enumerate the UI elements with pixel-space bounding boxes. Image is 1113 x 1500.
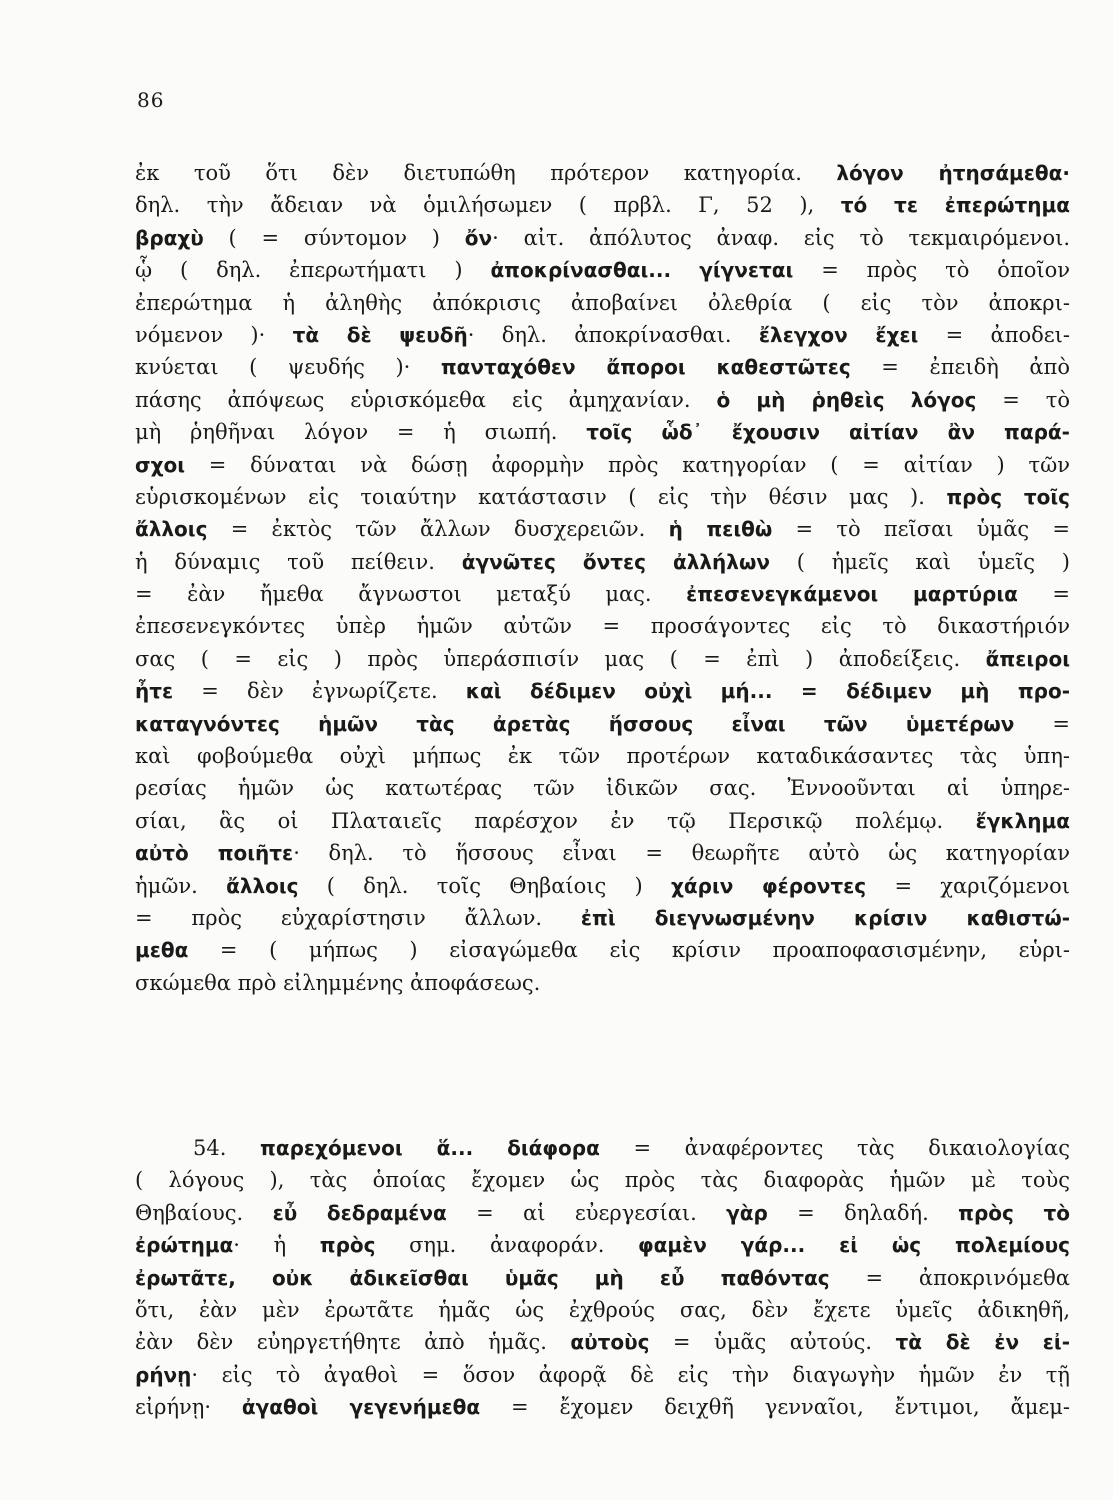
text-line [135, 675, 1070, 707]
lemma-text: τὰ δὲ ἐν εἰ- [895, 1330, 1070, 1355]
gloss-text: ᾧ ( δηλ. ἐπερωτήματι ) [135, 258, 491, 283]
lemma-text: χάριν φέροντες [671, 873, 867, 898]
gloss-text: ἐπεσενεγκόντες ὑπὲρ ἡμῶν αὐτῶν = προσάγοντες εἰς τὸ δικαστήριόν [135, 614, 1070, 639]
gloss-text: 54. [193, 1136, 261, 1160]
lemma-text: ὄν [464, 225, 493, 250]
gloss-text: · δηλ. ἀποκρίνασθαι. [467, 322, 759, 347]
lemma-text: ἄλλοις [226, 873, 299, 898]
gloss-text: · εἰς τὸ ἀγαθοὶ = ὅσον ἀφορᾷ δὲ εἰς τὴν διαγωγὴν ἡμῶν ἐν τῇ [191, 1362, 1070, 1387]
gloss-text: ἡ δύναμις τοῦ πείθειν. [135, 549, 462, 574]
gloss-text: νόμενον )· [135, 322, 293, 347]
lemma-text: τό τε ἐπερώτημα [840, 193, 1070, 218]
gloss-text: = πρὸς εὐχαρίστησιν ἄλλων. [135, 905, 581, 930]
lemma-text: ἀγνῶτες ὄντες ἀλλήλων [461, 549, 770, 574]
text-line [135, 1164, 1070, 1196]
text-line [135, 805, 1070, 837]
gloss-text: = ἐὰν ἤμεθα ἄγνωστοι μεταξύ μας. [135, 582, 687, 607]
lemma-text: σχοι [135, 452, 186, 477]
lemma-text: εὖ δεδραμένα [272, 1200, 447, 1225]
gloss-text: = [1014, 711, 1070, 736]
gloss-text: = ἀναφέροντες τὰς δικαιολογίας [599, 1136, 1070, 1160]
gloss-text: = ( μήπως ) εἰσαγώμεθα εἰς κρίσιν προαποφασισμένην, εὑρι- [188, 938, 1070, 963]
text-line [135, 319, 1070, 351]
text-line [135, 222, 1070, 254]
text-line [135, 870, 1070, 902]
lemma-text: ἦτε [135, 679, 174, 704]
lemma-text: πανταχόθεν ἄποροι καθεστῶτες [440, 355, 851, 380]
text-line [135, 546, 1070, 578]
lemma-text: παρεχόμενοι ἅ... διάφορα [260, 1136, 600, 1160]
lemma-text: ἔλεγχον ἔχει [758, 322, 919, 347]
text-line [135, 1229, 1070, 1261]
gloss-text: δηλ. τὴν ἄδειαν νὰ ὁμιλήσωμεν ( πρβλ. Γ, 52 ), [135, 193, 841, 218]
gloss-text: = ἐπειδὴ ἀπὸ [850, 355, 1070, 380]
text-line [135, 708, 1070, 740]
gloss-text: σίαι, ἃς οἱ Πλαταιεῖς παρέσχον ἐν τῷ Περσικῷ πολέμῳ. [135, 808, 976, 833]
gloss-text: ( δηλ. τοῖς Θηβαίοις ) [298, 873, 672, 898]
text-line [135, 967, 1070, 999]
gloss-text: · αἰτ. ἀπόλυτος ἀναφ. εἰς τὸ τεκμαιρόμενοι. [492, 225, 1070, 250]
text-line [135, 513, 1070, 545]
lemma-text: ἀγαθοὶ γεγενήμεθα [241, 1395, 481, 1420]
gloss-text: πάσης ἀπόψεως εὑρισκόμεθα εἰς ἀμηχανίαν. [135, 387, 717, 412]
lemma-text: ἄλλοις [135, 517, 208, 542]
lemma-text: πρὸς τοῖς [946, 484, 1070, 509]
text-line [135, 1359, 1070, 1391]
text-line [135, 740, 1070, 772]
gloss-text: = [1017, 582, 1070, 607]
gloss-text: · ἡ [233, 1233, 320, 1258]
gloss-text: = ἀποδει- [918, 322, 1070, 347]
lemma-text: ἔγκλημα [975, 808, 1070, 833]
commentary-paragraph [135, 1132, 1070, 1424]
text-line [135, 902, 1070, 934]
gloss-text: ἐπερώτημα ἡ ἀληθὴς ἀπόκρισις ἀποβαίνει ὀλεθρία ( εἰς τὸν ἀποκρι- [135, 290, 1070, 315]
lemma-text: λόγον ἠτησάμεθα· [836, 161, 1070, 185]
lemma-text: καὶ δέδιμεν οὐχὶ μή... = δέδιμεν μὴ προ- [465, 679, 1070, 704]
lemma-text: ἐρωτᾶτε, οὐκ ἀδικεῖσθαι ὑμᾶς μὴ εὖ παθόντας [135, 1265, 830, 1290]
lemma-text: βραχὺ [135, 225, 204, 250]
lemma-text: τοῖς ὧδ᾽ ἔχουσιν αἰτίαν ἂν παρά- [586, 420, 1070, 445]
gloss-text: = δύναται νὰ δώσῃ ἀφορμὴν πρὸς κατηγορίαν ( = αἰτίαν ) τῶν [185, 452, 1070, 477]
gloss-text: = δὲν ἐγνωρίζετε. [173, 679, 466, 704]
text-line [135, 1326, 1070, 1358]
commentary-paragraph [135, 157, 1070, 999]
text-line [135, 481, 1070, 513]
text-line [135, 772, 1070, 804]
gloss-text: ( = σύντομον ) [203, 225, 465, 250]
lemma-text: μεθα [135, 938, 189, 963]
text-line [135, 157, 1070, 189]
gloss-text: ἐκ τοῦ ὅτι δὲν διετυπώθη πρότερον κατηγορία. [135, 161, 837, 185]
lemma-text: αὐτὸ ποιῆτε [135, 841, 294, 866]
gloss-text: εὑρισκομένων εἰς τοιαύτην κατάστασιν ( εἰς τὴν θέσιν μας ). [135, 484, 947, 509]
text-line [135, 189, 1070, 221]
lemma-text: ρήνῃ [135, 1362, 192, 1387]
text-line [135, 449, 1070, 481]
gloss-text: μὴ ῥηθῆναι λόγον = ἡ σιωπή. [135, 420, 587, 445]
lemma-text: ἀποκρίνασθαι... γίγνεται [490, 258, 794, 283]
text-line [135, 1132, 1070, 1164]
text-line [135, 578, 1070, 610]
text-line [135, 416, 1070, 448]
gloss-text: ἡμῶν. [135, 873, 227, 898]
text-line [135, 351, 1070, 383]
gloss-text: = τὸ [976, 387, 1070, 412]
gloss-text: = δηλαδή. [767, 1200, 959, 1225]
text-line [135, 643, 1070, 675]
gloss-text: = ἀποκρινόμεθα [829, 1265, 1070, 1290]
gloss-text: σκώμεθα πρὸ εἰλημμένης ἀποφάσεως. [135, 970, 541, 995]
text-line [135, 1391, 1070, 1423]
text-line [135, 837, 1070, 869]
gloss-text: = χαριζόμενοι [866, 873, 1070, 898]
lemma-text: ἄπειροι [985, 646, 1070, 671]
gloss-text: = ὑμᾶς αὐτούς. [649, 1330, 896, 1355]
text-line [135, 384, 1070, 416]
lemma-text: ἐπὶ διεγνωσμένην κρίσιν καθιστώ- [580, 905, 1070, 930]
gloss-text: = τὸ πεῖσαι ὑμᾶς = [772, 517, 1070, 542]
text-line [135, 1197, 1070, 1229]
lemma-text: γὰρ [726, 1200, 768, 1225]
lemma-text: πρὸς τὸ [958, 1200, 1070, 1225]
text-line [135, 934, 1070, 966]
gloss-text: = αἱ εὐεργεσίαι. [446, 1200, 727, 1225]
page-number: 86 [137, 88, 165, 112]
text-line [135, 1294, 1070, 1326]
lemma-text: αὐτοὺς [570, 1330, 650, 1355]
gloss-text: Θηβαίους. [135, 1200, 273, 1225]
text-line [135, 254, 1070, 286]
gloss-text: ( λόγους ), τὰς ὁποίας ἔχομεν ὡς πρὸς τὰς διαφορὰς ἡμῶν μὲ τοὺς [135, 1168, 1070, 1193]
gloss-text: = ἐκτὸς τῶν ἄλλων δυσχερειῶν. [207, 517, 669, 542]
gloss-text: σημ. ἀναφοράν. [375, 1233, 638, 1258]
gloss-text: καὶ φοβούμεθα οὐχὶ μήπως ἐκ τῶν προτέρων καταδικάσαντες τὰς ὑπη- [135, 744, 1070, 769]
gloss-text: σας ( = εἰς ) πρὸς ὑπεράσπισίν μας ( = ἐπὶ ) ἀποδείξεις. [135, 646, 986, 671]
text-line [135, 610, 1070, 642]
lemma-text: ἐπεσενεγκάμενοι μαρτύρια [686, 582, 1018, 607]
gloss-text: ὅτι, ἐὰν μὲν ἐρωτᾶτε ἡμᾶς ὡς ἐχθρούς σας, δὲν ἔχετε ὑμεῖς ἀδικηθῆ, [135, 1297, 1070, 1322]
text-line [135, 1262, 1070, 1294]
lemma-text: τὰ δὲ ψευδῆ [292, 322, 468, 347]
gloss-text: ρεσίας ἡμῶν ὡς κατωτέρας τῶν ἰδικῶν σας. Ἐννοοῦνται αἱ ὑπηρε- [135, 776, 1070, 801]
gloss-text: κνύεται ( ψευδής )· [135, 355, 441, 380]
gloss-text: = ἔχομεν δειχθῆ γενναῖοι, ἔντιμοι, ἄμεμ- [480, 1395, 1070, 1420]
gloss-text: = πρὸς τὸ ὁποῖον [793, 258, 1070, 283]
gloss-text: εἰρήνῃ· [135, 1395, 242, 1420]
lemma-text: καταγνόντες ἡμῶν τὰς ἀρετὰς ἥσσους εἶναι τῶν ὑμετέρων [135, 711, 1015, 736]
lemma-text: πρὸς [319, 1233, 376, 1258]
lemma-text: ἡ πειθὼ [668, 517, 773, 542]
gloss-text: · δηλ. τὸ ἥσσους εἶναι = θεωρῆτε αὐτὸ ὡς κατηγορίαν [293, 841, 1070, 866]
gloss-text: ἐὰν δὲν εὐηργετήθητε ἀπὸ ἡμᾶς. [135, 1330, 571, 1355]
gloss-text: ( ἡμεῖς καὶ ὑμεῖς ) [769, 549, 1070, 574]
lemma-text: ὁ μὴ ῥηθεὶς λόγος [716, 387, 977, 412]
lemma-text: φαμὲν γάρ... εἰ ὡς πολεμίους [638, 1233, 1070, 1258]
lemma-text: ἐρώτημα [135, 1233, 234, 1258]
text-line [135, 287, 1070, 319]
